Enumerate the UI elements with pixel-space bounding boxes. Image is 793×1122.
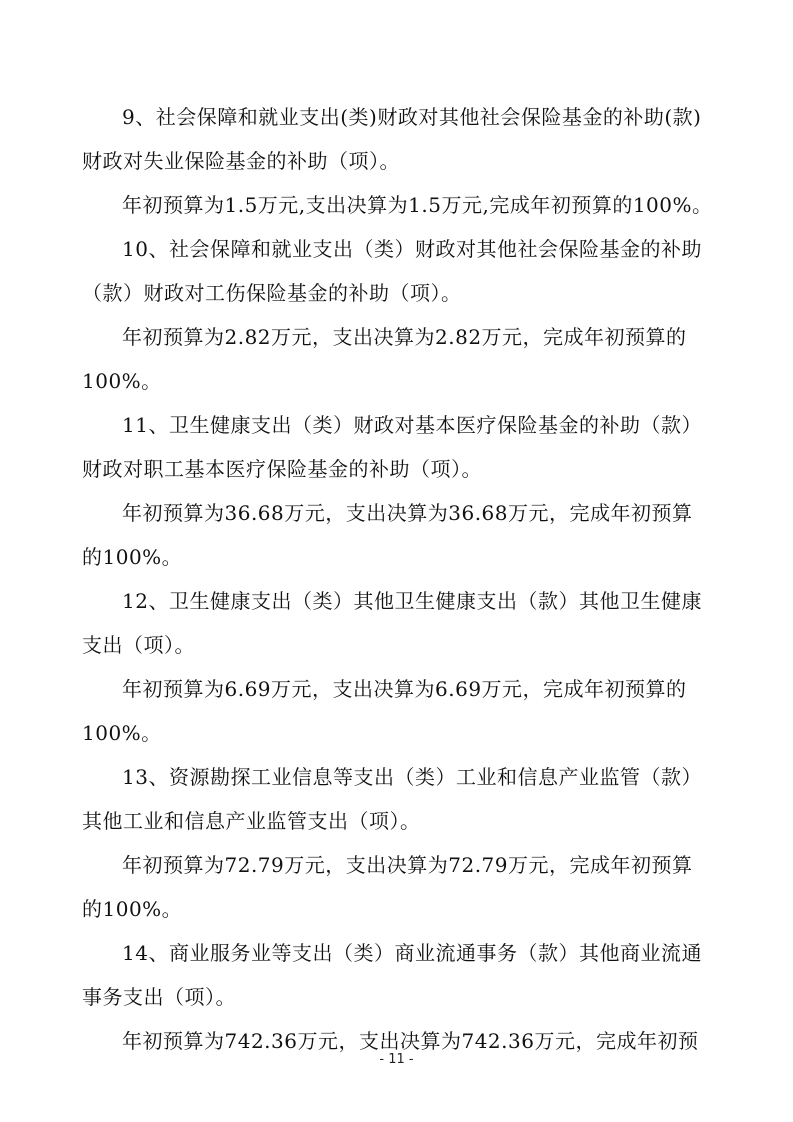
paragraph-line: 100%。 — [82, 369, 162, 393]
paragraph-line: 年初预算为1.5万元,支出决算为1.5万元,完成年初预算的100%。 — [122, 193, 713, 217]
paragraph-line: （款）财政对工伤保险基金的补助（项）。 — [82, 281, 462, 305]
paragraph-line: 年初预算为742.36万元，支出决算为742.36万元，完成年初预 — [122, 1029, 699, 1053]
paragraph-line: 年初预算为2.82万元，支出决算为2.82万元，完成年初预算的 — [122, 325, 687, 349]
paragraph-line: 的100%。 — [82, 545, 183, 569]
paragraph-line: 财政对职工基本医疗保险基金的补助（项）。 — [82, 457, 482, 481]
paragraph-line: 14、商业服务业等支出（类）商业流通事务（款）其他商业流通 — [122, 941, 702, 965]
paragraph-line: 12、卫生健康支出（类）其他卫生健康支出（款）其他卫生健康 — [122, 589, 702, 613]
paragraph-line: 支出（项）。 — [82, 633, 195, 657]
paragraph-line: 13、资源勘探工业信息等支出（类）工业和信息产业监管（款） — [122, 765, 702, 789]
paragraph-line: 9、社会保障和就业支出(类)财政对其他社会保险基金的补助(款) — [122, 105, 702, 129]
paragraph-line: 年初预算为72.79万元，支出决算为72.79万元，完成年初预算 — [122, 853, 693, 877]
paragraph-line: 11、卫生健康支出（类）财政对基本医疗保险基金的补助（款） — [122, 413, 702, 437]
paragraph-line: 其他工业和信息产业监管支出（项）。 — [82, 809, 421, 833]
paragraph-line: 的100%。 — [82, 897, 183, 921]
page-number: - 11 - — [379, 1052, 414, 1067]
paragraph-line: 年初预算为6.69万元，支出决算为6.69万元，完成年初预算的 — [122, 677, 687, 701]
paragraph-line: 10、社会保障和就业支出（类）财政对其他社会保险基金的补助 — [122, 237, 702, 261]
paragraph-line: 事务支出（项）。 — [82, 985, 236, 1009]
paragraph-line: 100%。 — [82, 721, 162, 745]
paragraph-line: 财政对失业保险基金的补助（项）。 — [82, 149, 400, 173]
paragraph-line: 年初预算为36.68万元，支出决算为36.68万元，完成年初预算 — [122, 501, 693, 525]
